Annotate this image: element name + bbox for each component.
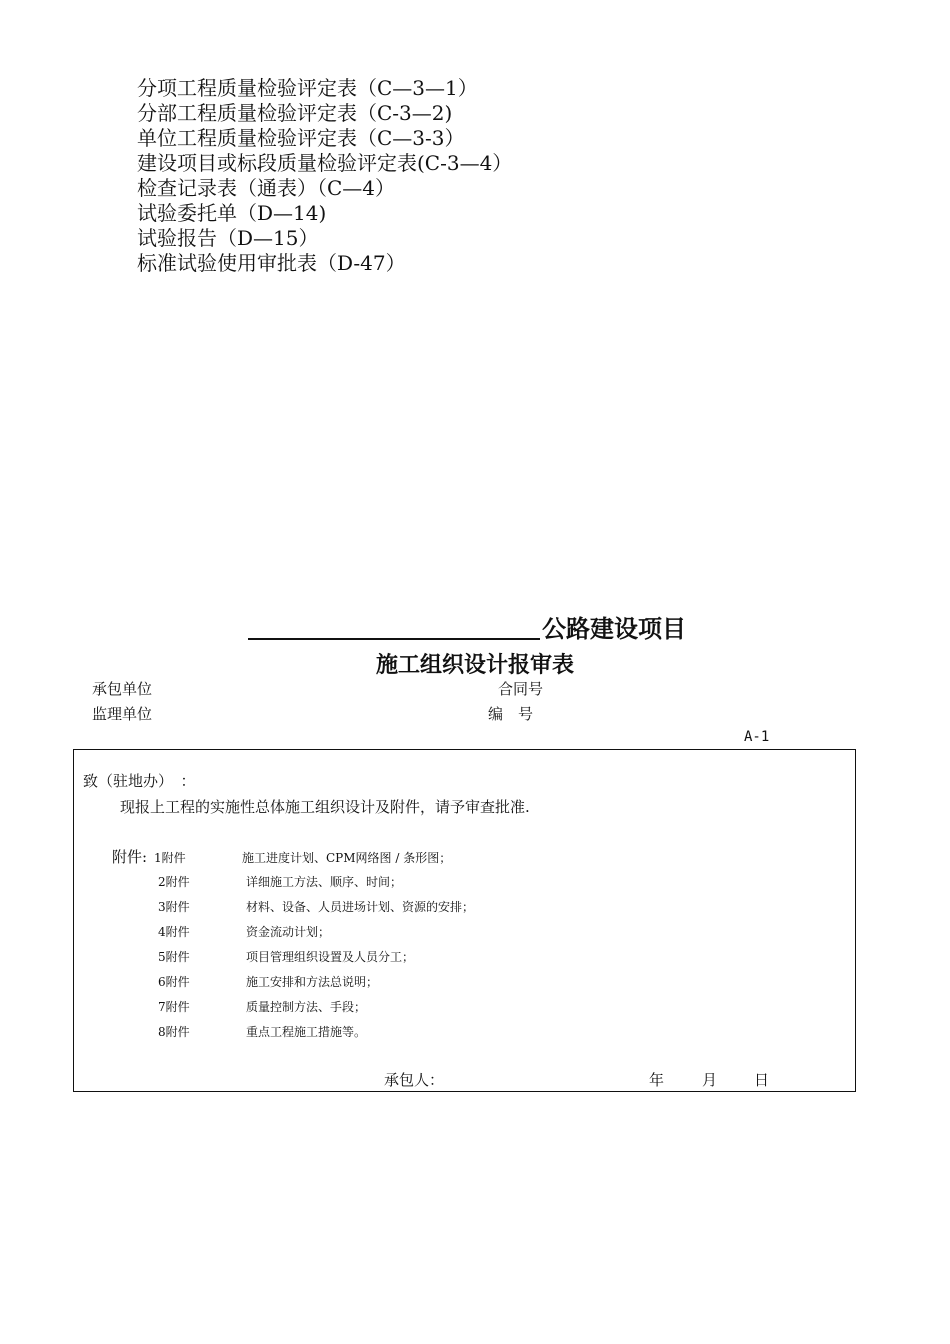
attachment-description: 重点工程施工措施等。 xyxy=(246,1025,367,1039)
index-item: 标准试验使用审批表（D-47） xyxy=(137,251,406,275)
attachment-description: 资金流动计划； xyxy=(246,925,331,939)
index-item: 建设项目或标段质量检验评定表(C-3—4） xyxy=(137,151,513,175)
attachment-description: 项目管理组织设置及人员分工； xyxy=(246,950,415,964)
index-item: 检查记录表（通表）（C—4） xyxy=(137,176,396,200)
project-heading xyxy=(248,609,708,643)
contract-no-label: 合同号 xyxy=(498,680,544,698)
project-suffix: 公路建设项目 xyxy=(542,615,686,643)
addressee-line: 致（驻地办） ： xyxy=(83,772,196,790)
form-body xyxy=(73,749,856,1092)
attachment-number: 5附件 xyxy=(158,950,190,964)
date-day-label: 日 xyxy=(754,1071,770,1089)
contractor-signature-label: 承包人： xyxy=(384,1071,445,1089)
index-item: 单位工程质量检验评定表（C—3-3） xyxy=(137,126,465,150)
attachment-description: 质量控制方法、手段； xyxy=(246,1000,367,1014)
index-item: 试验委托单（D—14) xyxy=(137,201,327,225)
project-name-blank[interactable] xyxy=(248,638,540,640)
attachment-number: 6附件 xyxy=(158,975,190,989)
attachments-label: 附件: xyxy=(112,848,148,866)
attachment-number: 2附件 xyxy=(158,875,190,889)
form-index-list xyxy=(137,76,512,276)
index-item: 分项工程质量检验评定表（C—3—1） xyxy=(137,76,478,100)
attachment-description: 施工进度计划、CPM网络图 / 条形图； xyxy=(242,851,452,865)
attachment-number: 3附件 xyxy=(158,900,190,914)
serial-no-label: 编 号 xyxy=(488,705,534,723)
submission-statement: 现报上工程的实施性总体施工组织设计及附件，请予审查批准. xyxy=(120,798,530,816)
attachment-description: 材料、设备、人员进场计划、资源的安排； xyxy=(246,900,475,914)
form-title: 施工组织设计报审表 xyxy=(375,653,574,678)
supervisor-label: 监理单位 xyxy=(92,705,153,723)
attachment-number: 8附件 xyxy=(158,1025,190,1039)
index-item: 试验报告（D—15） xyxy=(137,226,319,250)
index-item: 分部工程质量检验评定表（C-3—2) xyxy=(137,101,453,125)
date-month-label: 月 xyxy=(702,1071,718,1089)
attachment-number: 7附件 xyxy=(158,1000,190,1014)
attachment-description: 施工安排和方法总说明； xyxy=(246,975,379,989)
date-year-label: 年 xyxy=(649,1071,665,1089)
attachment-number: 1附件 xyxy=(154,851,186,865)
attachment-description: 详细施工方法、顺序、时间； xyxy=(246,875,403,889)
form-code: A-1 xyxy=(744,729,770,745)
contractor-label: 承包单位 xyxy=(92,680,153,698)
attachment-number: 4附件 xyxy=(158,925,190,939)
